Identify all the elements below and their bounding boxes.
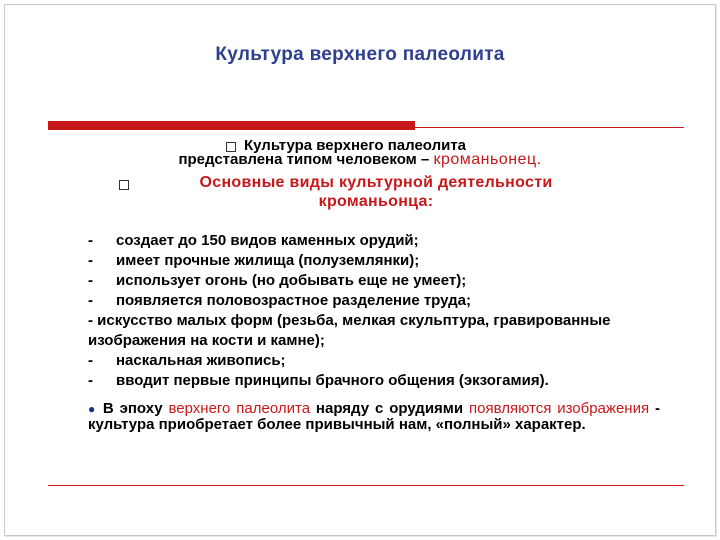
- list-item-text: появляется половозрастное разделение труда;: [116, 292, 471, 309]
- paragraph-text: наряду с орудиями: [310, 400, 469, 417]
- list-dash: -: [88, 292, 93, 309]
- list-dash: -: [88, 232, 93, 249]
- accent-bar: [48, 121, 415, 130]
- list-item-text: использует огонь (но добывать еще не умеет);: [116, 272, 467, 289]
- list-item-text: создает до 150 видов каменных орудий;: [116, 232, 419, 249]
- summary-paragraph: [88, 401, 660, 433]
- divider-bottom: [48, 485, 684, 486]
- list-item: [88, 291, 678, 311]
- list-item: [88, 371, 678, 391]
- list-item: [88, 251, 678, 271]
- bullet1-line2: [0, 151, 720, 169]
- list-dash: -: [88, 252, 93, 269]
- bullet1-keyword: кроманьонец.: [433, 151, 542, 168]
- list-item-text: имеет прочные жилища (полуземлянки);: [116, 252, 420, 269]
- paragraph-text: - культура приобретает более привычный нам, «полный» характер.: [88, 400, 660, 433]
- list-dash: -: [88, 372, 93, 389]
- list-dash: -: [88, 272, 93, 289]
- list-item: [88, 351, 678, 371]
- square-bullet-icon: [119, 180, 129, 190]
- list-item: [88, 231, 678, 251]
- list-item: - искусство малых форм (резьба, мелкая скульптура, гравированные изображения на кости и камне);: [88, 312, 611, 349]
- bullet2-heading: Основные виды культурной деятельности кроманьонца:: [199, 174, 553, 210]
- list-item-text: вводит первые принципы брачного общения (экзогамия).: [116, 372, 549, 389]
- list-item-text: наскальная живопись;: [116, 352, 286, 369]
- bullet1-line1: Культура верхнего палеолита: [244, 137, 467, 154]
- bullet1-text: представлена типом человеком –: [178, 151, 434, 168]
- divider-top: [48, 127, 684, 128]
- list-item: [88, 271, 678, 291]
- paragraph-text: В эпоху: [96, 400, 169, 417]
- paragraph-highlight: появляются изображения: [469, 400, 650, 417]
- paragraph-highlight: верхнего палеолита: [168, 400, 311, 417]
- slide-title: Культура верхнего палеолита: [215, 44, 505, 65]
- list-dash: -: [88, 352, 93, 369]
- round-bullet-icon: ●: [88, 402, 97, 416]
- activities-list: [88, 231, 678, 391]
